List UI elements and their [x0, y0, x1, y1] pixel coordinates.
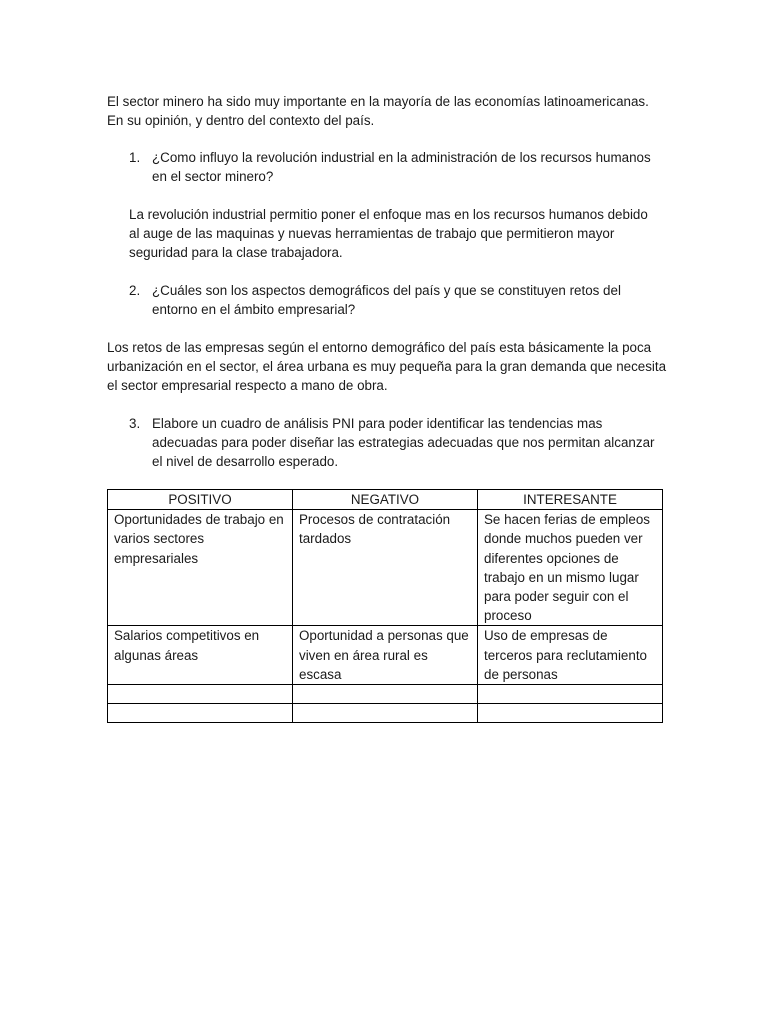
table-cell: [293, 685, 478, 704]
question-text: Elabore un cuadro de análisis PNI para poder identificar las tendencias mas adecuadas para poder diseñar las estrategias adecuadas que nos permitan alcanzar el nivel de desarrollo esperado.: [152, 416, 655, 470]
pni-analysis-table: [107, 489, 663, 723]
table-cell: Oportunidad a personas que viven en área rural es escasa: [293, 626, 478, 685]
table-cell: Oportunidades de trabajo en varios sectores empresariales: [108, 510, 293, 626]
table-cell: Procesos de contratación tardados: [293, 510, 478, 626]
header-negativo: NEGATIVO: [293, 490, 478, 510]
question-number: 3.: [129, 416, 141, 431]
question-3: [107, 414, 667, 472]
question-number: 1.: [129, 150, 141, 165]
table-cell: Uso de empresas de terceros para reclutamiento de personas: [478, 626, 663, 685]
table-header-row: [108, 490, 663, 510]
table-row-empty: [108, 685, 663, 704]
table-row-empty: [108, 704, 663, 723]
table-cell: Salarios competitivos en algunas áreas: [108, 626, 293, 685]
intro-paragraph: El sector minero ha sido muy importante en la mayoría de las economías latinoamericanas. En su opinión, y dentro del contexto del país.: [107, 94, 649, 129]
answer-2-paragraph: Los retos de las empresas según el entorno demográfico del país esta básicamente la poca urbanización en el sector, el área urbana es muy pequeña para la gran demanda que necesita el sector empresarial respecto a mano de obra.: [107, 340, 667, 394]
table-cell: Se hacen ferias de empleos donde muchos pueden ver diferentes opciones de trabajo en un mismo lugar para poder seguir con el proceso: [478, 510, 663, 626]
table-row: [108, 510, 663, 626]
table-cell: [108, 685, 293, 704]
question-text: ¿Como influyo la revolución industrial en la administración de los recursos humanos en el sector minero?: [152, 150, 651, 185]
table-row: [108, 626, 663, 685]
question-2: [107, 281, 667, 319]
question-1: [107, 148, 667, 186]
question-number: 2.: [129, 283, 141, 298]
table-cell: [293, 704, 478, 723]
table-cell: [108, 704, 293, 723]
question-text: ¿Cuáles son los aspectos demográficos del país y que se constituyen retos del entorno en el ámbito empresarial?: [152, 283, 621, 318]
header-interesante: INTERESANTE: [478, 490, 663, 510]
header-positivo: POSITIVO: [108, 490, 293, 510]
table-cell: [478, 685, 663, 704]
table-cell: [478, 704, 663, 723]
answer-1-paragraph: La revolución industrial permitio poner el enfoque mas en los recursos humanos debido al auge de las maquinas y nuevas herramientas de trabajo que permitieron mayor seguridad para la clase trabajadora.: [129, 207, 648, 261]
